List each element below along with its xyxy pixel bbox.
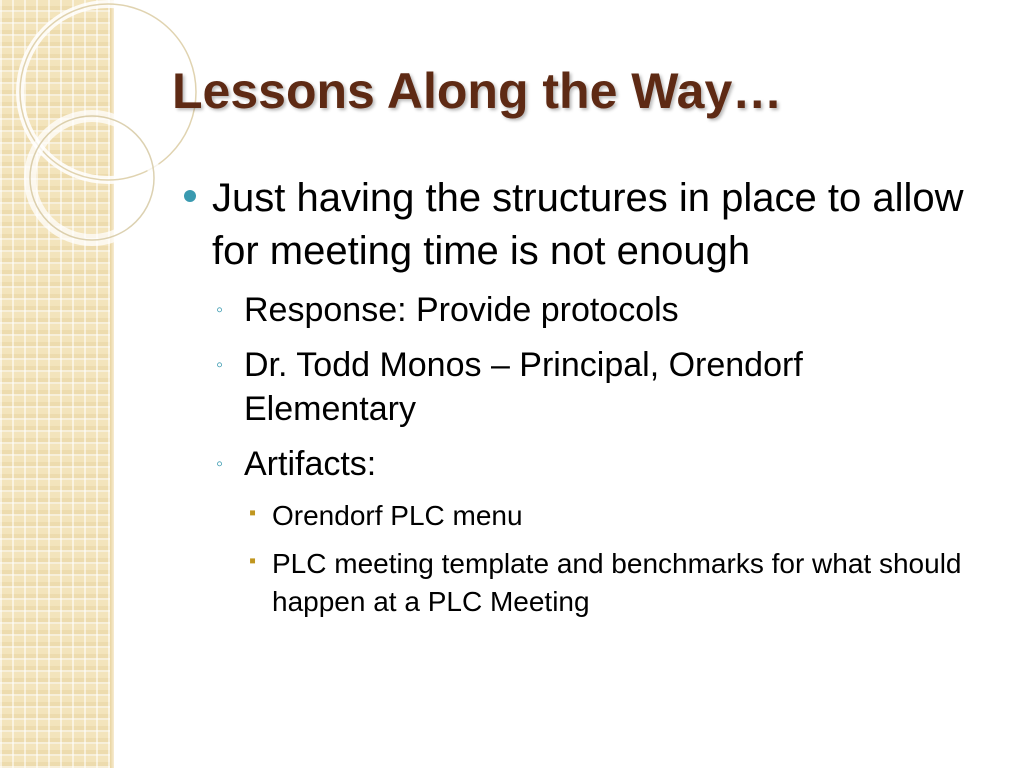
dot-bullet-icon: ▪ <box>249 502 257 524</box>
bullet-item-level-2 <box>182 442 982 486</box>
slide-title: Lessons Along the Way… <box>172 63 783 119</box>
bullet-item-level-2 <box>182 343 982 431</box>
ring-bullet-icon: ◦ <box>216 299 224 321</box>
bullet-text: Response: Provide protocols <box>244 291 679 329</box>
bullet-item-level-1 <box>182 172 982 278</box>
circle-bullet-icon <box>184 190 196 202</box>
bullet-text: Just having the structures in place to allow for meeting time is not enough <box>212 176 964 273</box>
bullet-text: Orendorf PLC menu <box>272 500 523 531</box>
bullet-text: Artifacts: <box>244 445 377 483</box>
bullet-text: Dr. Todd Monos – Principal, Orendorf Elementary <box>244 346 803 428</box>
bullet-item-level-3 <box>182 545 982 621</box>
bullet-text: PLC meeting template and benchmarks for what should happen at a PLC Meeting <box>272 548 962 617</box>
bullet-item-level-2 <box>182 288 982 332</box>
dot-bullet-icon: ▪ <box>249 550 257 572</box>
bullet-list <box>182 172 982 631</box>
ring-bullet-icon: ◦ <box>216 453 224 475</box>
bullet-item-level-3 <box>182 497 982 535</box>
ring-bullet-icon: ◦ <box>216 354 224 376</box>
